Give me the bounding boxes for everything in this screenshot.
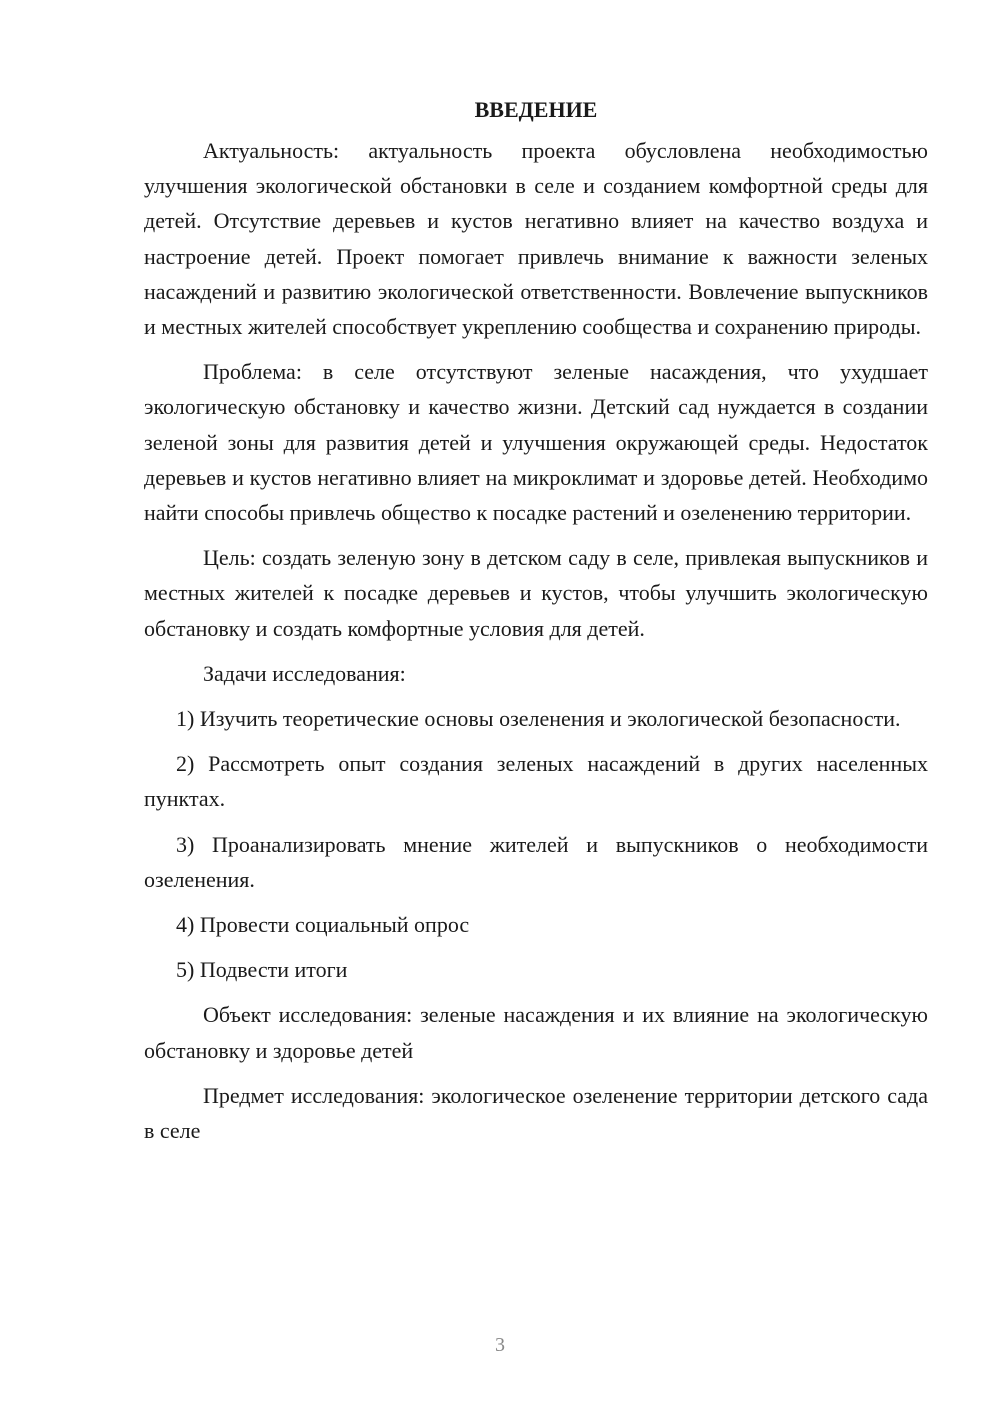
page-number: 3 — [495, 1334, 505, 1356]
section-title: ВВЕДЕНИЕ — [474, 97, 598, 122]
research-object-paragraph: Объект исследования: зеленые насаждения и их влияние на экологическую обстановку и здоровье детей — [144, 1002, 928, 1063]
task-item-2: 2) Рассмотреть опыт создания зеленых насаждений в других населенных пунктах. — [144, 751, 928, 812]
research-subject-paragraph: Предмет исследования: экологическое озеленение территории детского сада в селе — [144, 1082, 928, 1144]
problem-paragraph: Проблема: в селе отсутствуют зеленые насаждения, что ухудшает экологическую обстановку и качество жизни. Детский сад нуждается в создании зеленой зоны для развития детей и улучшения окружающей среды. Недостаток деревьев и кустов негативно влияет на микроклимат и здоровье детей. Необходимо найти способы привлечь общество к посадке растений и озеленению территории. — [144, 359, 928, 526]
relevance-paragraph: Актуальность: актуальность проекта обусловлена необходимостью улучшения экологической обстановки в селе и созданием комфортной среды для детей. Отсутствие деревьев и кустов негативно влияет на качество воздуха и настроение детей. Проект помогает привлечь внимание к важности зеленых насаждений и развитию экологической ответственности. Вовлечение выпускников и местных жителей способствует укреплению сообщества и сохранению природы. — [144, 138, 928, 340]
task-item-1: 1) Изучить теоретические основы озеленения и экологической безопасности. — [176, 706, 901, 732]
tasks-heading: Задачи исследования: — [203, 660, 406, 686]
task-item-5: 5) Подвести итоги — [176, 957, 348, 983]
document-page — [144, 92, 928, 1148]
task-item-4: 4) Провести социальный опрос — [176, 912, 470, 938]
goal-paragraph: Цель: создать зеленую зону в детском саду в селе, привлекая выпускников и местных жителей к посадке деревьев и кустов, чтобы улучшить экологическую обстановку и создать комфортные условия для детей. — [144, 545, 928, 641]
task-item-3: 3) Проанализировать мнение жителей и выпускников о необходимости озеленения. — [144, 831, 928, 892]
